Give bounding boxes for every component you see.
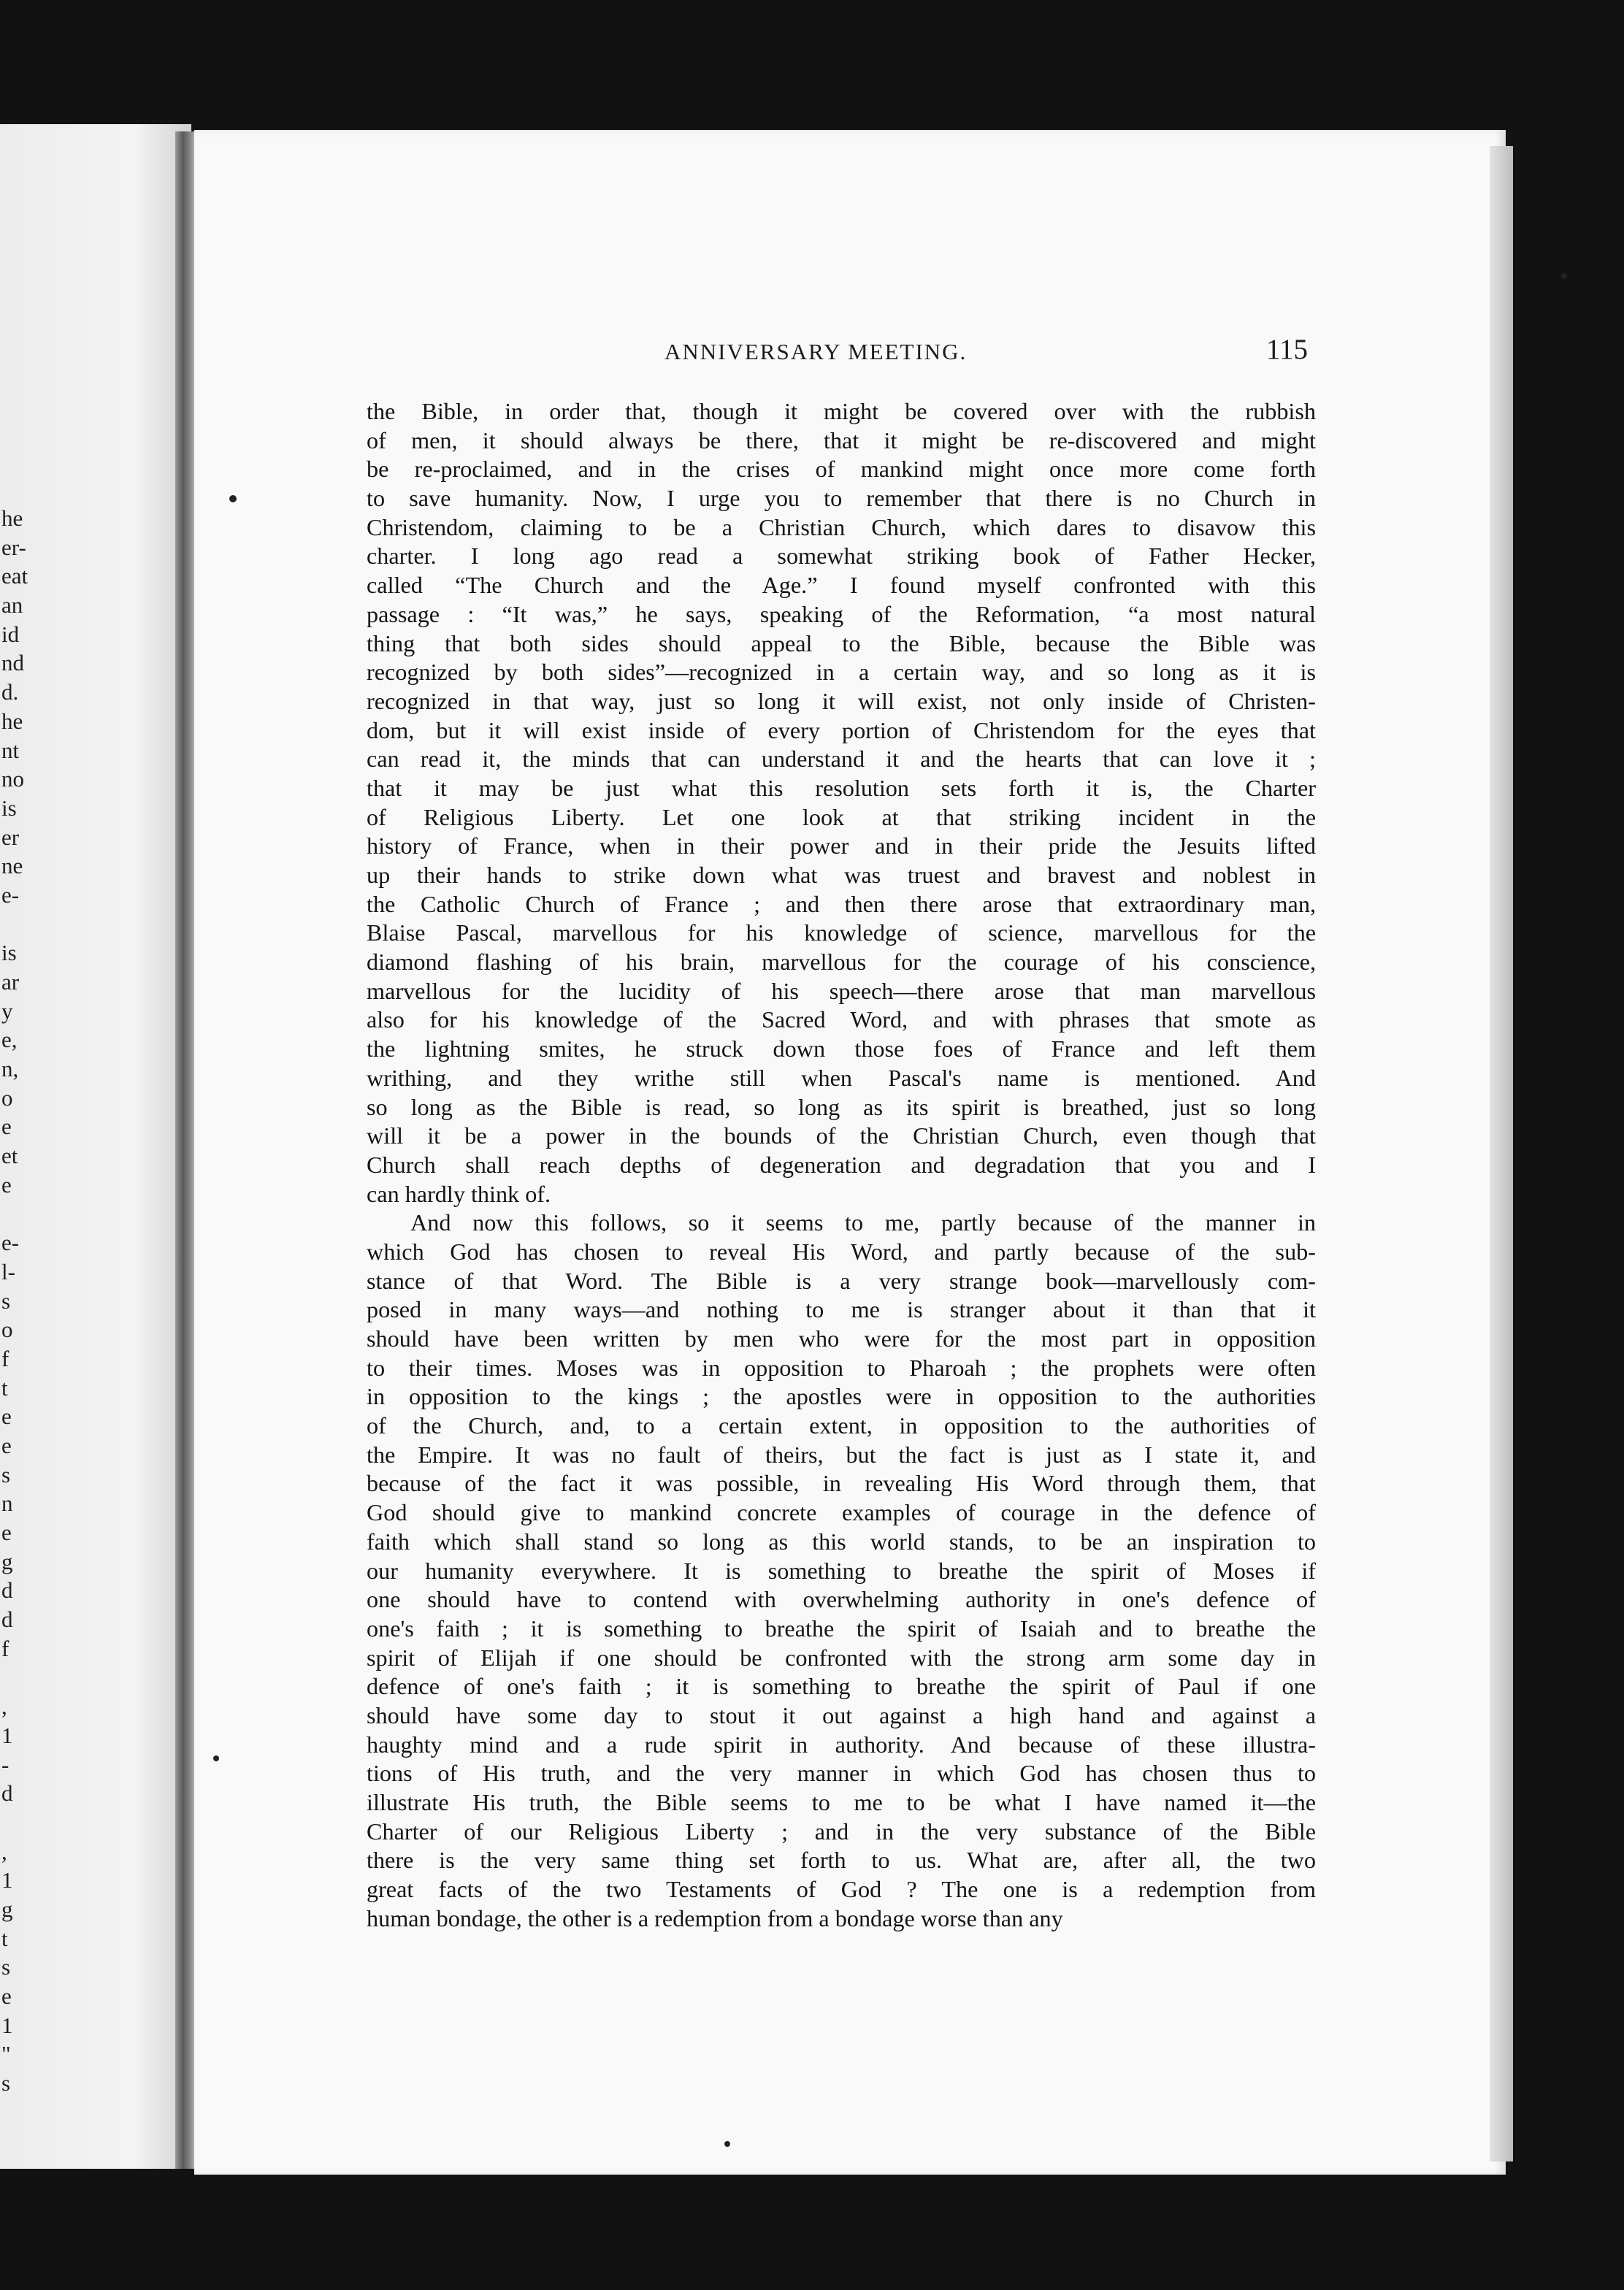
facing-page-fragment: he (1, 708, 23, 734)
facing-page-fragment: n, (1, 1056, 19, 1082)
text-line: of the Church, and, to a certain extent, in opposition to the authorities of (367, 1412, 1316, 1439)
facing-page-fragment: 1 (1, 1722, 13, 1748)
facing-page-fragment: ne (1, 853, 23, 879)
facing-page-fragment (1, 1663, 38, 1693)
facing-page-fragment: d (1, 1607, 13, 1633)
text-line: to their times. Moses was in opposition to Pharoah ; the prophets were often (367, 1354, 1316, 1381)
text-line: be re-proclaimed, and in the crises of mankind might once more come forth (367, 456, 1316, 483)
facing-page-edge (0, 124, 191, 2169)
facing-page-fragment (1, 1808, 38, 1837)
text-line: God should give to mankind concrete examples of courage in the defence of (367, 1499, 1316, 1526)
margin-speck (213, 1755, 219, 1761)
text-line: posed in many ways—and nothing to me is stranger about it than that it (367, 1296, 1316, 1323)
text-line: dom, but it will exist inside of every portion of Christendom for the eyes that (367, 716, 1316, 743)
text-line: also for his knowledge of the Sacred Word, and with phrases that smote as (367, 1006, 1316, 1033)
facing-page-fragment: e (1, 1520, 12, 1546)
text-line: marvellous for the lucidity of his speech—there arose that man marvellous (367, 977, 1316, 1004)
facing-page-fragment: nt (1, 737, 20, 763)
facing-page-fragment: y (1, 997, 13, 1024)
text-line: can hardly think of. (367, 1180, 551, 1207)
text-line: haughty mind and a rude spirit in authority. And because of these illustra- (367, 1731, 1316, 1758)
facing-page-fragment: er (1, 824, 20, 850)
text-line: stance of that Word. The Bible is a very strange book—marvellously com- (367, 1267, 1316, 1294)
margin-speck (229, 495, 237, 502)
text-line: writhing, and they writhe still when Pascal's name is mentioned. And (367, 1064, 1316, 1091)
text-line: defence of one's faith ; it is something to breathe the spirit of Paul if one (367, 1673, 1316, 1700)
facing-page-fragment (1, 910, 38, 939)
text-line: to save humanity. Now, I urge you to remember that there is no Church in (367, 485, 1316, 512)
text-line: faith which shall stand so long as this world stands, to be an inspiration to (367, 1528, 1316, 1555)
facing-page-fragment: f (1, 1345, 9, 1371)
text-line: should have some day to stout it out against a high hand and against a (367, 1701, 1316, 1728)
facing-page-fragment: an (1, 592, 23, 619)
facing-page-fragment: e (1, 1983, 12, 2010)
text-line: up their hands to strike down what was truest and bravest and noblest in (367, 862, 1316, 888)
text-line: called “The Church and the Age.” I found myself confronted with this (367, 572, 1316, 599)
facing-page-fragment: et (1, 1143, 18, 1169)
text-line: the lightning smites, he struck down those foes of France and left them (367, 1035, 1316, 1062)
text-line: so long as the Bible is read, so long as its spirit is breathed, just so long (367, 1093, 1316, 1120)
facing-page-fragment: d (1, 1577, 13, 1604)
facing-page-fragment: nd (1, 650, 24, 676)
facing-page-fragment: n (1, 1490, 13, 1517)
text-line: human bondage, the other is a redemption from a bondage worse than any (367, 1904, 1063, 1931)
facing-page-fragment: , (1, 1693, 7, 1720)
text-line: Christendom, claiming to be a Christian Church, which dares to disavow this (367, 513, 1316, 540)
facing-page-text-fragments (1, 504, 38, 2098)
facing-page-fragment: e- (1, 881, 20, 908)
text-line: tions of His truth, and the very manner in which God has chosen thus to (367, 1760, 1316, 1787)
facing-page-fragment: e (1, 1114, 12, 1140)
text-line: should have been written by men who were for the most part in opposition (367, 1325, 1316, 1352)
text-line: Church shall reach depths of degeneration and degradation that you and I (367, 1151, 1316, 1178)
facing-page-fragment: is (1, 940, 17, 966)
facing-page-fragment: e, (1, 1027, 18, 1053)
facing-page-fragment: t (1, 1374, 8, 1401)
text-line: the Bible, in order that, though it might be covered over with the rubbish (367, 398, 1316, 424)
body-text (367, 397, 1316, 1933)
facing-page-fragment: - (1, 1751, 9, 1777)
facing-page-fragment: ar (1, 969, 20, 995)
facing-page-fragment: he (1, 505, 23, 531)
facing-page-fragment: g (1, 1548, 13, 1574)
facing-page-fragment: 1 (1, 1867, 13, 1893)
facing-page-fragment: e (1, 1171, 12, 1198)
page-number: 115 (1266, 334, 1309, 365)
facing-page-fragment: f (1, 1635, 9, 1661)
text-line: And now this follows, so it seems to me, partly because of the manner in (410, 1209, 1316, 1236)
facing-page-fragment: e- (1, 1230, 20, 1256)
text-line: of Religious Liberty. Let one look at that striking incident in the (367, 803, 1316, 830)
text-line: great facts of the two Testaments of God ? The one is a redemption from (367, 1876, 1316, 1903)
text-line: Charter of our Religious Liberty ; and in the very substance of the Bible (367, 1818, 1316, 1845)
facing-page-fragment: d. (1, 679, 19, 705)
text-line: one should have to contend with overwhelming authority in one's defence of (367, 1586, 1316, 1613)
facing-page-fragment: , (1, 1838, 7, 1864)
facing-page-fragment: eat (1, 563, 28, 589)
facing-page-fragment: s (1, 1287, 11, 1314)
running-header: ANNIVERSARY MEETING. (664, 339, 968, 364)
text-line: passage : “It was,” he says, speaking of the Reformation, “a most natural (367, 600, 1316, 627)
text-line: spirit of Elijah if one should be confronted with the strong arm some day in (367, 1644, 1316, 1671)
text-line: recognized in that way, just so long it will exist, not only inside of Christen- (367, 687, 1316, 714)
text-line: in opposition to the kings ; the apostles were in opposition to the authorities (367, 1383, 1316, 1410)
text-line: one's faith ; it is something to breathe the spirit of Isaiah and to breathe the (367, 1615, 1316, 1642)
text-line: history of France, when in their power and in their pride the Jesuits lifted (367, 832, 1316, 859)
text-line: thing that both sides should appeal to the Bible, because the Bible was (367, 629, 1316, 656)
facing-page-fragment: o (1, 1317, 13, 1343)
text-line: recognized by both sides”—recognized in a certain way, and so long as it is (367, 659, 1316, 686)
facing-page-fragment: er- (1, 534, 26, 560)
facing-page-fragment: 1 (1, 2012, 13, 2038)
text-line: of men, it should always be there, that it might be re-discovered and might (367, 426, 1316, 453)
text-line: our humanity everywhere. It is something to breathe the spirit of Moses if (367, 1557, 1316, 1584)
text-line: that it may be just what this resolution sets forth it is, the Charter (367, 774, 1316, 801)
facing-page-fragment: o (1, 1084, 13, 1111)
facing-page-fragment: s (1, 2070, 11, 2096)
text-line: will it be a power in the bounds of the Christian Church, even though that (367, 1122, 1316, 1149)
facing-page-fragment: id (1, 621, 20, 647)
facing-page-fragment: e (1, 1404, 12, 1430)
facing-page-fragment: no (1, 766, 24, 792)
text-line: the Catholic Church of France ; and then there arose that extraordinary man, (367, 890, 1316, 917)
text-line: which God has chosen to reveal His Word, and partly because of the sub- (367, 1238, 1316, 1265)
text-line: because of the fact it was possible, in revealing His Word through them, that (367, 1470, 1316, 1497)
facing-page-fragment: g (1, 1896, 13, 1922)
facing-page-fragment: l- (1, 1258, 15, 1284)
page-edge-shadow (1490, 146, 1513, 2161)
text-line: there is the very same thing set forth to us. What are, after all, the two (367, 1847, 1316, 1874)
facing-page-fragment: e (1, 1433, 12, 1458)
text-line: the Empire. It was no fault of theirs, but the fact is just as I state it, and (367, 1441, 1316, 1468)
facing-page-fragment: t (1, 1925, 8, 1951)
text-line: Blaise Pascal, marvellous for his knowledge of science, marvellous for the (367, 919, 1316, 946)
facing-page-fragment: s (1, 1461, 11, 1487)
text-line: charter. I long ago read a somewhat striking book of Father Hecker, (367, 543, 1316, 570)
facing-page-fragment: s (1, 1954, 11, 1980)
text-line: can read it, the minds that can understand it and the hearts that can love it ; (367, 746, 1316, 773)
text-line: illustrate His truth, the Bible seems to me to be what I have named it—the (367, 1789, 1316, 1815)
facing-page-fragment: is (1, 794, 17, 821)
facing-page-fragment: d (1, 1780, 13, 1807)
background-speck (1561, 273, 1567, 279)
facing-page-fragment: " (1, 2041, 11, 2067)
facing-page-fragment (1, 1200, 38, 1229)
bottom-speck (724, 2141, 730, 2147)
text-line: diamond flashing of his brain, marvellous for the courage of his conscience, (367, 949, 1316, 976)
